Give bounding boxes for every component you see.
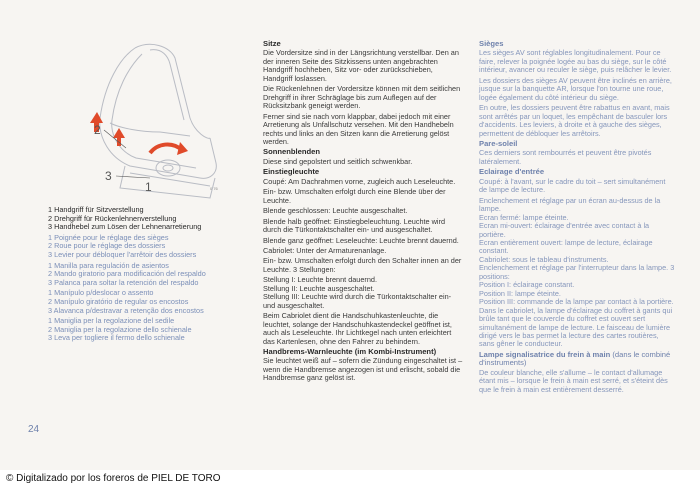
paragraph: Beim Cabriolet dient die Handschuhkastenleuchte, die leuchtet, solange der Handschuhkastendeckel geöffnet ist, auch als Leseleuchte. Ihr Lichtkegel nach unten erleichtert das Kartenlesen, ohne den Fahrer zu behindern. — [263, 311, 452, 346]
section-title-pare-soleil: Pare-soleil — [479, 138, 518, 148]
page-number: 24 — [28, 424, 40, 435]
legend-italian — [48, 317, 258, 343]
paragraph: Ecran fermé: lampe éteinte. — [479, 212, 569, 222]
paragraph: Stellung III: Leuchte wird durch die Türkontaktschalter ein- und ausgeschaltet. — [263, 292, 452, 310]
section-title-einstiegleuchte: Einstiegleuchte — [263, 167, 320, 177]
paragraph: Position II: lampe éteinte. — [479, 288, 561, 298]
paragraph: Coupé: Am Dachrahmen vorne, zugleich auch Leseleuchte. — [263, 176, 456, 186]
illustration-code: 0 76 — [210, 186, 218, 191]
legend-item: 1 Manilla para regulación de asientos — [48, 260, 169, 270]
legend-item: 1 Handgriff für Sitzverstellung — [48, 205, 144, 214]
legend-item: 2 Manípulo giratório de regular os encostos — [48, 296, 189, 306]
legend-item: 1 Manípulo p/deslocar o assento — [48, 288, 154, 298]
paragraph: Diese sind gepolstert und seitlich schwenkbar. — [263, 156, 413, 166]
legend-item: 1 Maniglia per la regolazione del sedile — [48, 316, 175, 326]
legend-item: 3 Leva per togliere il fermo dello schienale — [48, 333, 185, 343]
legend-item: 2 Drehgriff für Rückenlehnenverstellung — [48, 213, 177, 223]
paragraph: Dans le cabriolet, la lampe d'éclairage du coffret à gants qui brûle tant que le couvercle du coffret est ouvert sert simultanément de lampe de lecture. Le faisceau de lumière dirigé vers le bas permet la lecture des cartes routières, sans gêner le conducteur. — [479, 305, 673, 349]
legend-spanish — [48, 262, 258, 288]
legend-item: 2 Roue pour le réglage des dossiers — [48, 241, 166, 251]
paragraph: Blende ganz geöffnet: Leseleuchte: Leuchte brennt dauernd. — [263, 235, 459, 245]
lampe-title: Lampe signalisatrice du frein à main — [479, 349, 611, 359]
legend-item: 3 Palanca para soltar la retención del respaldo — [48, 277, 199, 287]
callout-3: 3 — [105, 169, 112, 183]
legend-item: 3 Levier pour débloquer l'arrêtoir des dossiers — [48, 249, 197, 259]
paragraph: Stellung II: Leuchte ausgeschaltet. — [263, 283, 375, 293]
paragraph: Stellung I: Leuchte brennt dauernd. — [263, 275, 377, 285]
paragraph: Ecran mi-ouvert: éclairage d'entrée avec contact à la portière. — [479, 221, 650, 239]
paragraph: Cabriolet: sous le tableau d'instruments. — [479, 254, 609, 264]
section-title-eclairage: Eclairage d'entrée — [479, 167, 545, 177]
section-title-sieges: Sièges — [479, 39, 504, 48]
paragraph: Die Rückenlehnen der Vordersitze können mit dem seitlichen Drehgriff in ihrer Schräglage bis zum Auflegen auf der Rücksitzbank geneigt werden. — [263, 84, 461, 111]
paragraph: Enclenchement et réglage par un écran au-dessus de la lampe. — [479, 195, 661, 214]
paragraph: Ces derniers sont rembourrés et peuvent être pivotés latéralement. — [479, 148, 652, 166]
paragraph: Les dossiers des sièges AV peuvent être inclinés en arrière, jusque sur la banquette AR, lorsque l'on tourne une roue, logée également du côté intérieur du siège. — [479, 75, 672, 102]
section-title-lampe-frein — [479, 351, 675, 368]
seat-illustration — [50, 28, 250, 208]
paragraph: Ecran entièrement ouvert: lampe de lecture, éclairage constant. — [479, 237, 653, 256]
paragraph: Coupé: à l'avant, sur le cadre du toit – sert simultanément de lampe de lecture. — [479, 176, 666, 195]
german-column — [263, 38, 463, 385]
section-title-sonnenblenden: Sonnenblenden — [263, 147, 320, 157]
paragraph: Ferner sind sie nach vorn klappbar, dabei jedoch mit einer Arretierung als Unfallschutz versehen. Mit den Handhebeln rechts und links an den Sitzen kann die Arretierung gelöst werden. — [263, 111, 454, 146]
footer-credit: © Digitalizado por los foreros de PIEL DE TORO — [6, 473, 221, 484]
legend-item: 2 Mando giratorio para modificación del respaldo — [48, 269, 206, 279]
paragraph: Blende geschlossen: Leuchte ausgeschaltet. — [263, 206, 408, 216]
paragraph: Sie leuchtet weiß auf – sofern die Zündung eingeschaltet ist – wenn die Handbremse angezogen ist und erlischt, sobald die Handbremse ganz gelöst ist. — [263, 356, 463, 383]
paragraph: Die Vordersitze sind in der Längsrichtung verstellbar. Den an der inneren Seite des Sitzkissens unten angebrachten Handgriff hochheben, Sitz vor- oder zurückschieben, Handgriff loslassen. — [263, 48, 459, 83]
paragraph: Les sièges AV sont réglables longitudinalement. Pour ce faire, relever la poignée logée au bas du siège, sur le côté intérieur, avancer ou reculer le siège, puis relâcher le levier. — [479, 48, 672, 75]
paragraph: Position III: commande de la lampe par contact à la portière. — [479, 297, 674, 307]
french-column — [479, 38, 675, 396]
callout-2: 2 — [94, 123, 101, 137]
legend-german — [48, 206, 258, 232]
legend-item: 3 Alavanca p/destravar a retenção dos encostos — [48, 305, 204, 315]
paragraph: Ein- bzw. Umschalten erfolgt durch eine Blende über der Leuchte. — [263, 187, 446, 205]
legend-portuguese — [48, 289, 258, 315]
paragraph: Enclenchement et réglage par l'interrupteur dans la lampe. 3 positions: — [479, 263, 675, 281]
paragraph: De couleur blanche, elle s'allume – le contact d'allumage étant mis – lorsque le frein à main est serré, et s'éteint dès que le frein à main est entièrement desserré. — [479, 367, 668, 394]
section-title-handbrems: Handbrems-Warnleuchte (im Kombi-Instrument) — [263, 346, 437, 356]
paragraph: En outre, les dossiers peuvent être rabattus en avant, mais sont arrêtés par un loquet, les empêchant de basculer lors d'accidents. Les leviers, à droite et à gauche des sièges, permettent de débloquer les arrêtoirs. — [479, 103, 670, 138]
section-title-sitze: Sitze — [263, 39, 281, 48]
legend-french — [48, 234, 258, 260]
paragraph: Ein- bzw. Umschalten erfolgt durch den Schalter innen an der Leuchte. 3 Stellungen: — [263, 256, 462, 274]
legend-item: 1 Poignée pour le réglage des sièges — [48, 232, 169, 242]
paragraph: Blende halb geöffnet: Einstiegbeleuchtung. Leuchte wird durch die Türkontaktschalter ein- und ausgeschaltet. — [263, 216, 446, 235]
legend-item: 2 Maniglia per la regolazione dello schienale — [48, 324, 192, 334]
illustration-legend — [48, 206, 258, 345]
paragraph: Cabriolet: Unter der Armaturenanlage. — [263, 245, 387, 255]
callout-1: 1 — [145, 180, 152, 194]
paragraph: Position I: éclairage constant. — [479, 280, 575, 290]
legend-item: 3 Handhebel zum Lösen der Lehnenarretierung — [48, 222, 202, 232]
lampe-title-sub: (dans le combiné d'instruments) — [479, 349, 671, 368]
